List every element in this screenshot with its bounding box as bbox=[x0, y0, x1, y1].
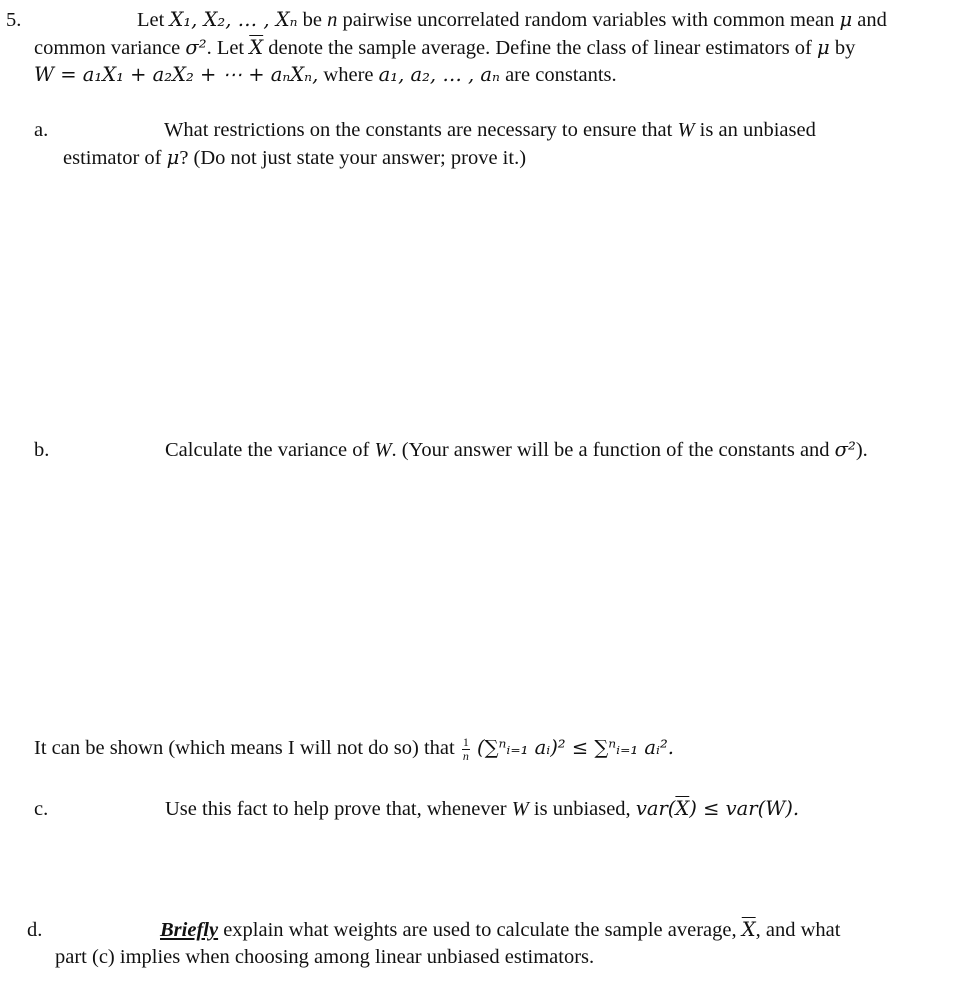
problem-number: 5. bbox=[6, 9, 22, 31]
problem-intro-line1: Let X₁, X₂, … , Xₙ be n pairwise uncorrelated random variables with common mean μ and bbox=[137, 8, 887, 31]
problem-intro-line2: common variance σ². Let $\overline{X}$ denote the sample average. Define the class of linear estimators of μ by bbox=[34, 36, 856, 59]
part-c-label: c. bbox=[34, 798, 49, 820]
problem-intro-line3: W = a₁X₁ + a₂X₂ + ⋯ + aₙXₙ, where a₁, a₂, … , aₙ are constants. bbox=[34, 63, 617, 86]
part-b-label: b. bbox=[34, 439, 50, 461]
part-b-text: Calculate the variance of W. (Your answer will be a function of the constants and σ²). bbox=[165, 438, 868, 461]
part-d-line2: part (c) implies when choosing among linear unbiased estimators. bbox=[55, 946, 595, 968]
part-a-line2: estimator of μ? (Do not just state your answer; prove it.) bbox=[63, 146, 527, 169]
part-d-label: d. bbox=[27, 919, 43, 941]
part-a-line1: What restrictions on the constants are necessary to ensure that W is an unbiased bbox=[164, 119, 816, 141]
part-d-line1: Briefly explain what weights are used to calculate the sample average, $\overline{X}$, and what bbox=[160, 918, 841, 941]
fraction-one-over-n: $\frac{1}{n}$ bbox=[462, 735, 469, 763]
part-a-label: a. bbox=[34, 119, 49, 141]
part-c-text: Use this fact to help prove that, whenever W is unbiased, $var(\overline{X}) \le var(W)$. bbox=[165, 797, 800, 820]
fact-statement: It can be shown (which means I will not do so) that $\frac{1}{n}$ (∑ⁿᵢ₌₁ aᵢ)² ≤ ∑ⁿᵢ₌₁ aᵢ². bbox=[34, 735, 674, 763]
